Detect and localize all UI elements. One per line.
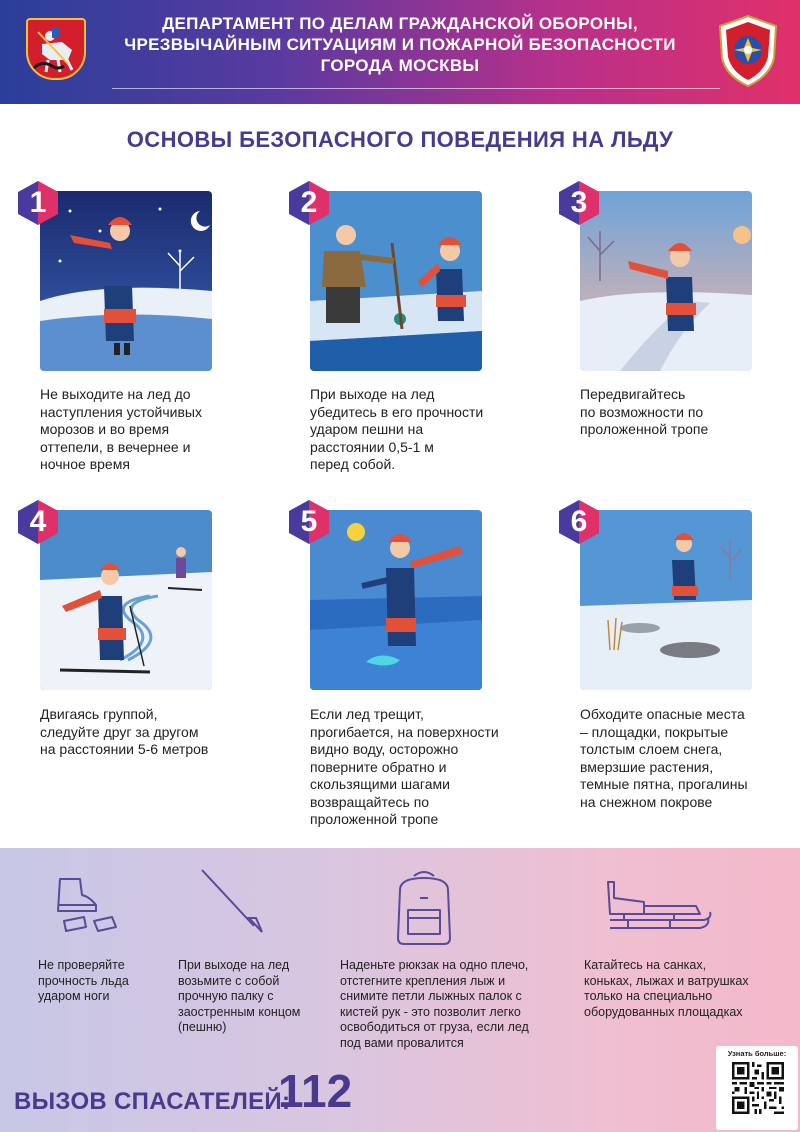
tip-2-line: заостренным концом bbox=[178, 1004, 301, 1019]
step-3-badge bbox=[555, 179, 603, 227]
step-4-number: 4 bbox=[29, 505, 47, 538]
step-5-badge bbox=[285, 498, 333, 546]
step-3-text bbox=[580, 386, 770, 439]
tip-3-line: снимите петли лыжных палок с bbox=[340, 989, 522, 1003]
header-banner bbox=[0, 0, 800, 104]
step-3-line: Передвигайтесь bbox=[580, 386, 686, 402]
header-title-line-2: ЧРЕЗВЫЧАЙНЫМ СИТУАЦИЯМ И ПОЖАРНОЙ БЕЗОПАСНОСТИ bbox=[124, 35, 676, 54]
step-6-text bbox=[580, 706, 770, 811]
header-divider bbox=[112, 88, 720, 89]
step-1-line: Не выходите на лед до bbox=[40, 386, 191, 402]
step-2-illustration bbox=[310, 191, 482, 371]
step-3-number: 3 bbox=[570, 186, 588, 219]
qr-code-panel[interactable] bbox=[716, 1046, 798, 1130]
tip-4-line: коньках, лыжах и ватрушках bbox=[584, 973, 749, 988]
step-6-illustration bbox=[580, 510, 752, 690]
tip-4-line: Катайтесь на санках, bbox=[584, 958, 707, 972]
step-3-illustration bbox=[580, 191, 752, 371]
step-4-line: Двигаясь группой, bbox=[40, 706, 158, 722]
tip-3-line: Наденьте рюкзак на одно плечо, bbox=[340, 958, 529, 972]
tip-1-line: прочность льда bbox=[38, 973, 129, 988]
boot-kick-icon bbox=[50, 875, 126, 940]
header-title-line-3: ГОРОДА МОСКВЫ bbox=[320, 56, 480, 75]
pole-icon bbox=[194, 866, 270, 941]
tip-4-text bbox=[584, 958, 749, 1020]
step-4-line: следуйте друг за другом bbox=[40, 723, 199, 740]
step-5-text bbox=[310, 706, 500, 829]
rescue-call-number[interactable]: 112 bbox=[278, 1065, 353, 1117]
step-1-number: 1 bbox=[29, 186, 47, 219]
tip-2-text bbox=[178, 958, 300, 1036]
step-2-text bbox=[310, 386, 500, 474]
step-1-badge bbox=[14, 179, 62, 227]
step-6-line: толстым слоем снега, bbox=[580, 741, 723, 757]
qr-label: Узнать больше: bbox=[727, 1049, 787, 1058]
step-1-illustration bbox=[40, 191, 212, 371]
step-4-badge bbox=[14, 498, 62, 546]
step-1-line: морозов и во время bbox=[40, 421, 170, 437]
step-5-line: скользящими шагами bbox=[310, 776, 450, 792]
tip-3-text bbox=[340, 958, 529, 1051]
header-title-line-1: ДЕПАРТАМЕНТ ПО ДЕЛАМ ГРАЖДАНСКОЙ ОБОРОНЫ, bbox=[162, 14, 638, 33]
main-title: ОСНОВЫ БЕЗОПАСНОГО ПОВЕДЕНИЯ НА ЛЬДУ bbox=[126, 127, 674, 152]
step-1-line: наступления устойчивых bbox=[40, 403, 202, 420]
tip-3-line: освободиться от груза, если лед bbox=[340, 1020, 529, 1034]
step-2-line: ударом пешни на bbox=[310, 421, 424, 437]
step-5-illustration bbox=[310, 510, 482, 690]
step-6-line: темные пятна, прогалины bbox=[580, 776, 748, 792]
step-3-line: по возможности по bbox=[580, 403, 704, 420]
tip-3-line: отстегните крепления лыж и bbox=[340, 973, 506, 988]
tip-3-line: под вами провалится bbox=[340, 1035, 464, 1050]
step-2-line: При выходе на лед bbox=[310, 386, 435, 402]
step-2-line: перед собой. bbox=[310, 456, 396, 472]
header-title bbox=[110, 13, 690, 76]
step-5-line: видно воду, осторожно bbox=[310, 741, 459, 757]
step-1-text bbox=[40, 386, 230, 474]
step-2-number: 2 bbox=[300, 186, 318, 219]
tip-2-line: При выходе на лед bbox=[178, 958, 290, 972]
tip-2-line: (пешню) bbox=[178, 1020, 227, 1034]
step-5-line: проложенной тропе bbox=[310, 811, 439, 827]
step-2-line: расстоянии 0,5-1 м bbox=[310, 438, 434, 455]
step-5-line: Если лед трещит, bbox=[310, 706, 424, 722]
qr-code-icon[interactable] bbox=[732, 1062, 784, 1114]
step-4-line: на расстоянии 5-6 метров bbox=[40, 741, 209, 757]
backpack-icon bbox=[390, 866, 458, 951]
step-3-line: проложенной тропе bbox=[580, 421, 709, 437]
step-6-line: на снежном покрове bbox=[580, 793, 713, 810]
tip-1-line: Не проверяйте bbox=[38, 958, 125, 972]
tip-4-line: оборудованных площадках bbox=[584, 1004, 743, 1019]
step-5-line: поверните обратно и bbox=[310, 758, 447, 775]
tip-4-line: только на специально bbox=[584, 989, 713, 1003]
step-5-line: прогибается, на поверхности bbox=[310, 723, 499, 740]
step-2-badge bbox=[285, 179, 333, 227]
step-6-number: 6 bbox=[570, 505, 588, 538]
department-emblem-icon bbox=[716, 14, 780, 88]
step-6-badge bbox=[555, 498, 603, 546]
step-6-line: вмерзшие растения, bbox=[580, 758, 714, 775]
rescue-call-label: ВЫЗОВ СПАСАТЕЛЕЙ: bbox=[14, 1088, 291, 1115]
step-6-line: Обходите опасные места bbox=[580, 706, 745, 722]
moscow-coat-of-arms-icon bbox=[26, 18, 86, 80]
tip-1-line: ударом ноги bbox=[38, 989, 110, 1003]
tip-1-text bbox=[38, 958, 129, 1005]
tip-2-line: возьмите с собой bbox=[178, 973, 280, 988]
tip-2-line: прочную палку с bbox=[178, 989, 274, 1003]
sled-icon bbox=[604, 880, 714, 945]
step-4-text bbox=[40, 706, 230, 759]
step-6-line: – площадки, покрытые bbox=[580, 723, 729, 740]
step-4-illustration bbox=[40, 510, 212, 690]
step-1-line: ночное время bbox=[40, 456, 130, 472]
step-1-line: оттепели, в вечернее и bbox=[40, 438, 191, 455]
step-2-line: убедитесь в его прочности bbox=[310, 403, 484, 420]
step-5-number: 5 bbox=[300, 505, 318, 538]
tip-3-line: кистей рук - это позволит легко bbox=[340, 1004, 521, 1019]
step-5-line: возвращайтесь по bbox=[310, 793, 430, 810]
